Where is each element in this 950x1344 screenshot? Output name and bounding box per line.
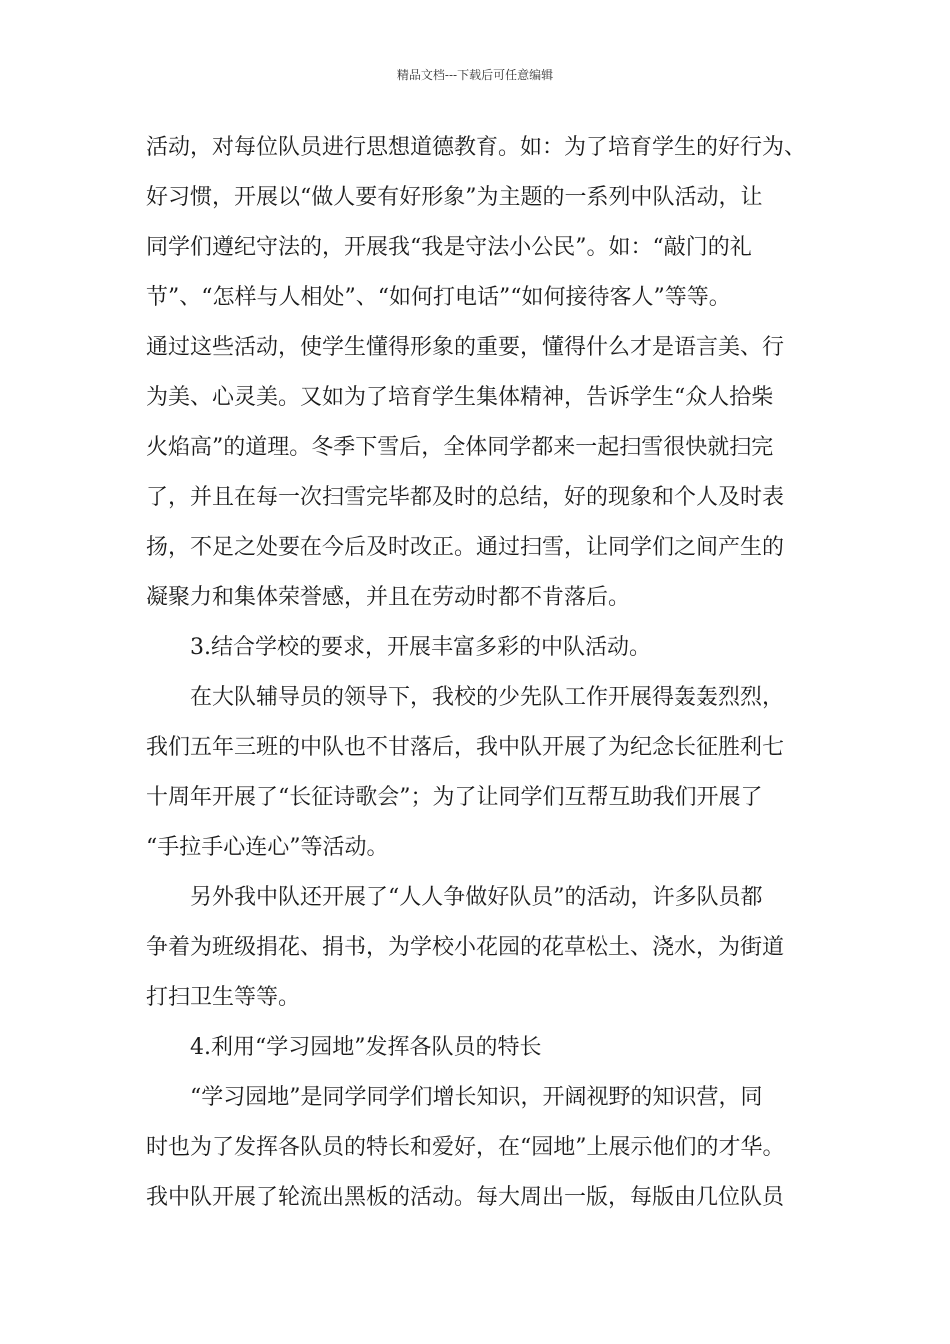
text-line: 了，并且在每一次扫雪完毕都及时的总结，好的现象和个人及时表 [146,485,785,510]
text-line: 扬，不足之处要在今后及时改正。通过扫雪，让同学们之间产生的 [146,535,785,560]
text-line: 活动，对每位队员进行思想道德教育。如：为了培育学生的好行为、 [146,135,807,160]
text-line: 凝聚力和集体荣誉感，并且在劳动时都不肯落后。 [146,585,631,610]
text-line: 时也为了发挥各队员的特长和爱好，在“园地”上展示他们的才华。 [146,1135,785,1160]
text-line: “手拉手心连心”等活动。 [146,835,389,860]
text-line: 节”、“怎样与人相处”、“如何打电话”“如何接待客人”等等。 [146,285,731,310]
text-line: 4.利用“学习园地”发挥各队员的特长 [190,1035,542,1060]
text-line: 我们五年三班的中队也不甘落后，我中队开展了为纪念长征胜利七 [146,735,785,760]
text-line: 另外我中队还开展了“人人争做好队员”的活动，许多队员都 [190,885,763,910]
text-line: 好习惯，开展以“做人要有好形象”为主题的一系列中队活动，让 [146,185,763,210]
text-line: 同学们遵纪守法的，开展我“我是守法小公民”。如：“敲门的礼 [146,235,752,260]
text-line: 争着为班级捐花、捐书，为学校小花园的花草松土、浇水，为街道 [146,935,785,960]
text-line: 十周年开展了“长征诗歌会”；为了让同学们互帮互助我们开展了 [146,785,763,810]
text-line: 通过这些活动，使学生懂得形象的重要，懂得什么才是语言美、行 [146,335,785,360]
text-line: 我中队开展了轮流出黑板的活动。每大周出一版，每版由几位队员 [146,1185,785,1210]
text-line: “学习园地”是同学同学们增长知识，开阔视野的知识营，同 [190,1085,763,1110]
document-body [146,123,826,1223]
text-line: 在大队辅导员的领导下，我校的少先队工作开展得轰轰烈烈， [190,685,785,710]
text-line: 打扫卫生等等。 [146,985,301,1010]
text-line: 火焰高”的道理。冬季下雪后，全体同学都来一起扫雪很快就扫完 [146,435,774,460]
text-line: 3.结合学校的要求，开展丰富多彩的中队活动。 [190,635,651,660]
text-line: 为美、心灵美。又如为了培育学生集体精神，告诉学生“众人拾柴 [146,385,774,410]
page-header: 精品文档---下载后可任意编辑 [396,68,554,82]
